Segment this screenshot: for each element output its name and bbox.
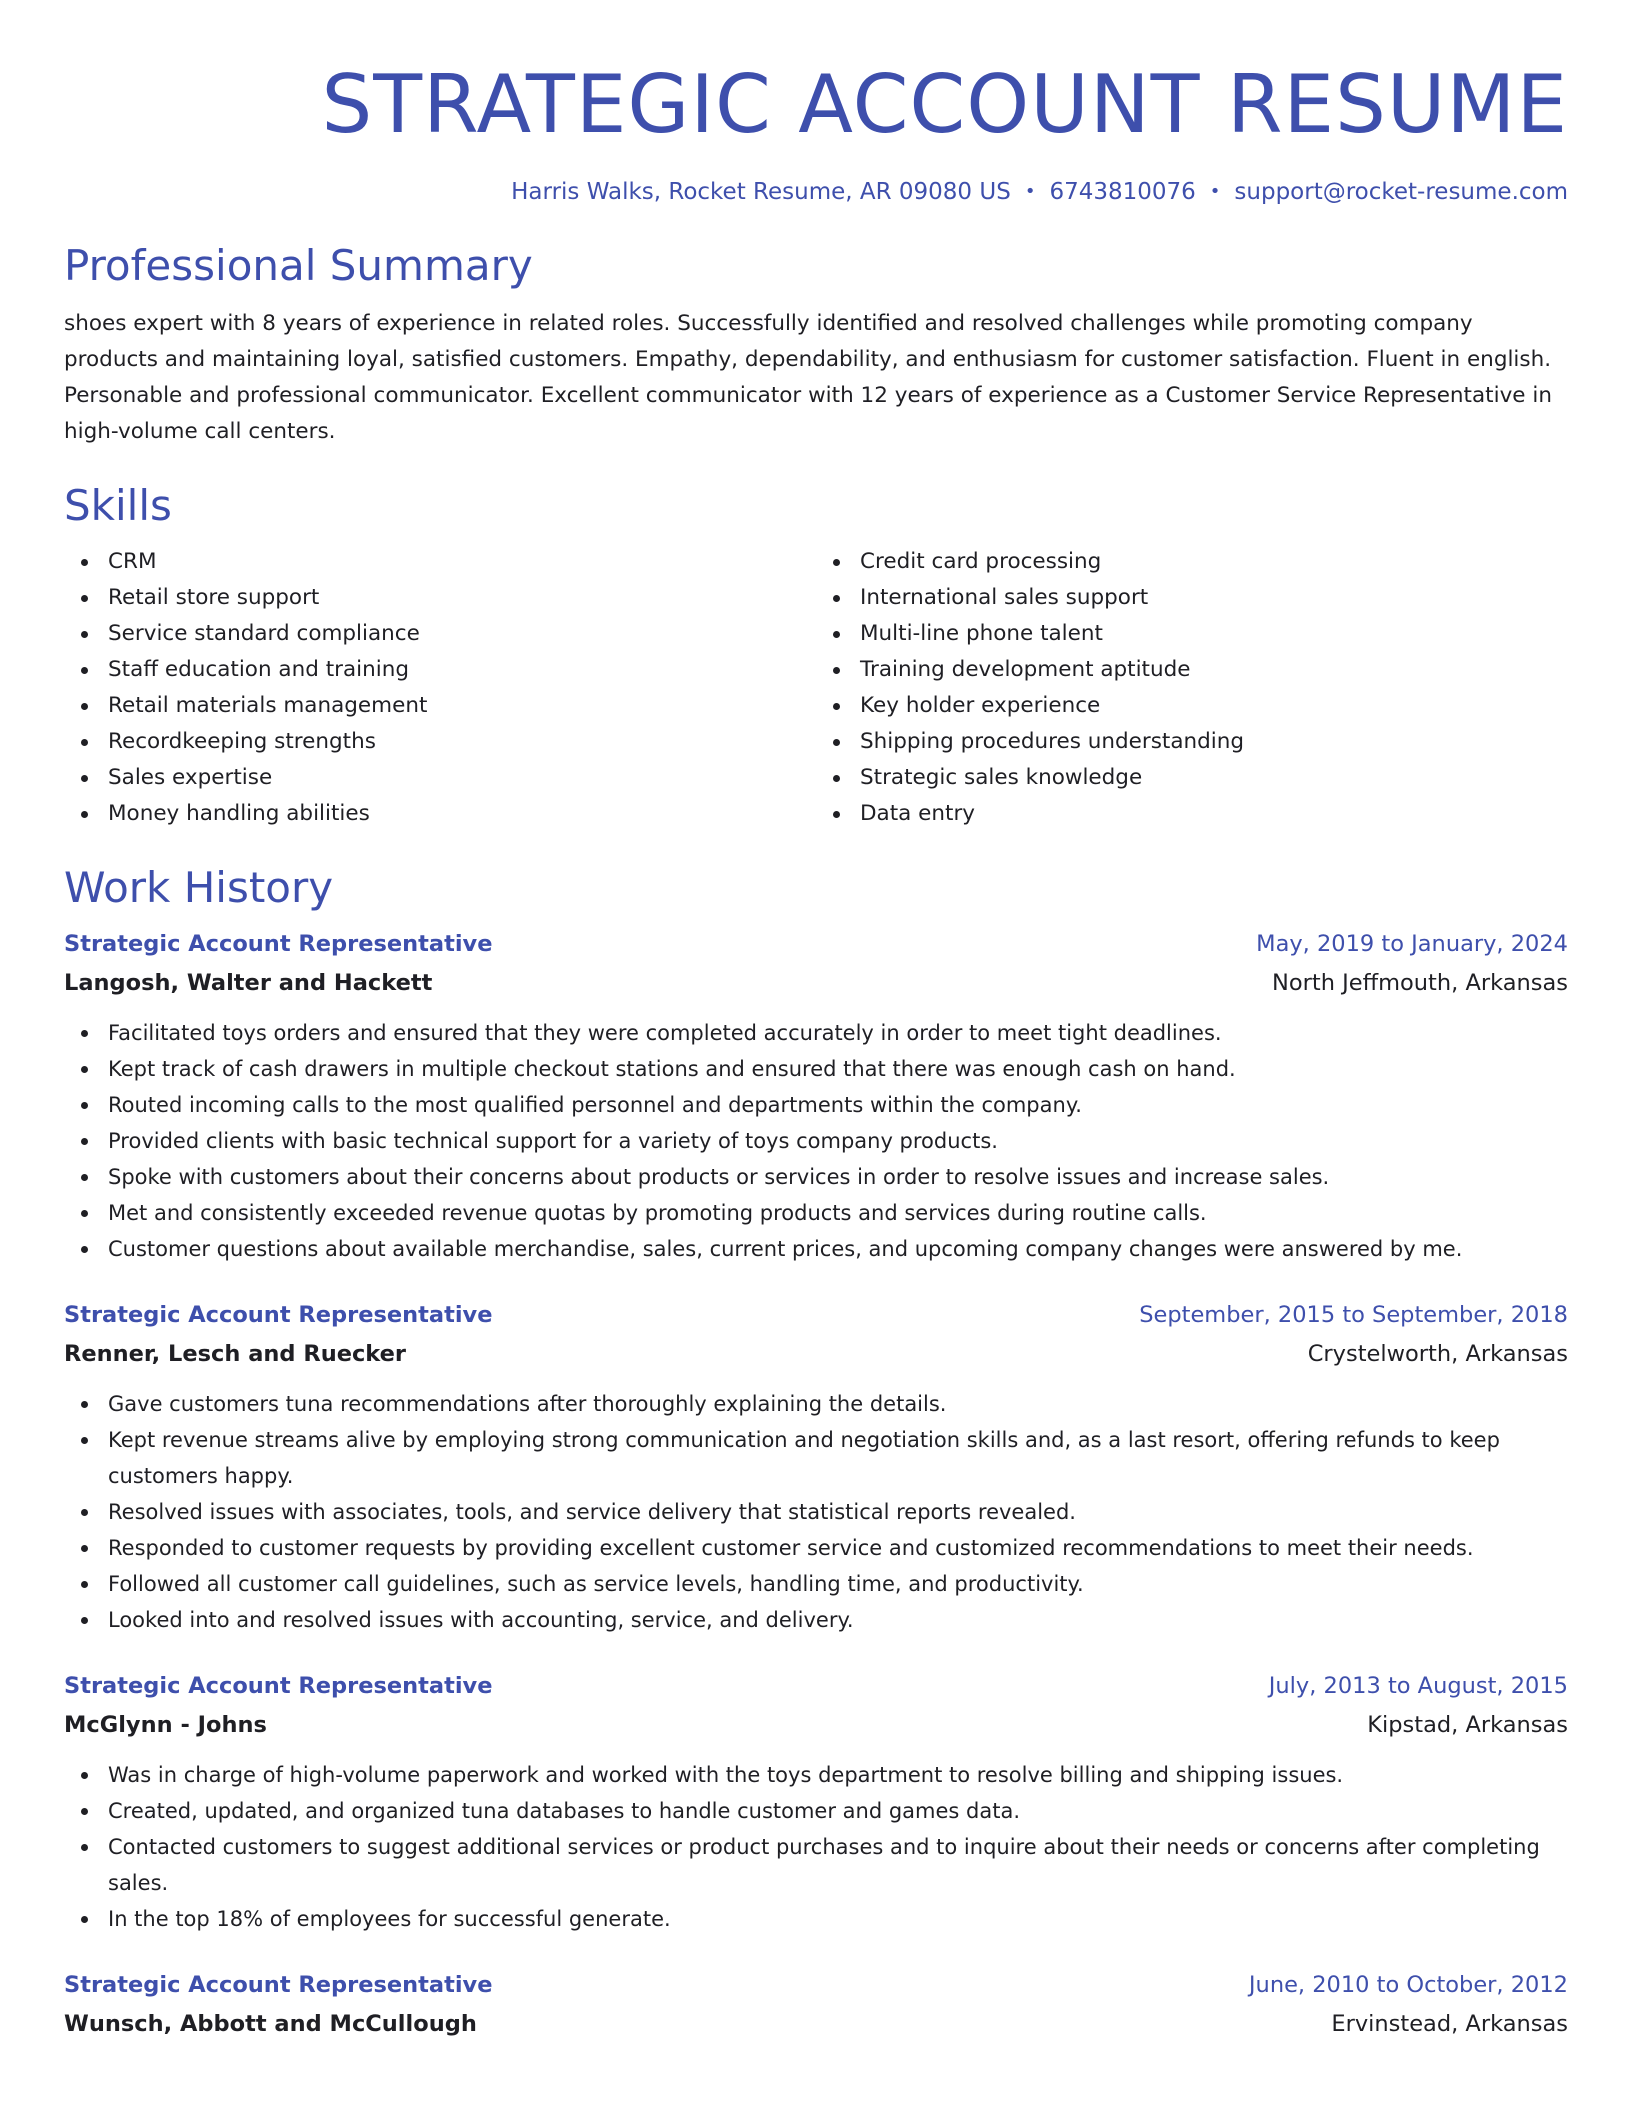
contact-line bbox=[64, 176, 1568, 208]
job-company: Langosh, Walter and Hackett bbox=[64, 970, 433, 996]
job-dates: September, 2015 to September, 2018 bbox=[1139, 1302, 1568, 1328]
skill-item: Key holder experience bbox=[860, 688, 1568, 724]
skill-item: Retail store support bbox=[108, 580, 816, 616]
job-entry bbox=[64, 1297, 1568, 1638]
job-entry bbox=[64, 1668, 1568, 1937]
job-bullet: Kept revenue streams alive by employing strong communication and negotiation skills and, as a last resort, offering refunds to keep customers happy. bbox=[108, 1422, 1568, 1494]
job-bullet: Customer questions about available merchandise, sales, current prices, and upcoming company changes were answered by me. bbox=[108, 1231, 1568, 1267]
job-title: Strategic Account Representative bbox=[64, 1302, 493, 1328]
skill-item: Shipping procedures understanding bbox=[860, 724, 1568, 760]
skill-item: Sales expertise bbox=[108, 760, 816, 796]
job-company: Renner, Lesch and Ruecker bbox=[64, 1341, 407, 1367]
job-bullet: Resolved issues with associates, tools, and service delivery that statistical reports revealed. bbox=[108, 1494, 1568, 1530]
skill-item: Multi-line phone talent bbox=[860, 616, 1568, 652]
job-bullet: Spoke with customers about their concerns about products or services in order to resolve issues and increase sales. bbox=[108, 1159, 1568, 1195]
job-bullet: Created, updated, and organized tuna databases to handle customer and games data. bbox=[108, 1793, 1568, 1829]
skills-left-column bbox=[64, 544, 816, 832]
job-list bbox=[64, 926, 1568, 2042]
job-bullet: Gave customers tuna recommendations after thoroughly explaining the details. bbox=[108, 1386, 1568, 1422]
job-bullet: Contacted customers to suggest additional services or product purchases and to inquire about their needs or concerns after completing sales. bbox=[108, 1829, 1568, 1901]
job-location: Crystelworth, Arkansas bbox=[1307, 1341, 1568, 1367]
contact-email: support@rocket-resume.com bbox=[1234, 179, 1568, 205]
job-company-row bbox=[64, 2006, 1568, 2042]
job-title-row bbox=[64, 926, 1568, 962]
contact-separator: • bbox=[1209, 181, 1221, 202]
skill-item: Strategic sales knowledge bbox=[860, 760, 1568, 796]
job-bullet: Provided clients with basic technical support for a variety of toys company products. bbox=[108, 1123, 1568, 1159]
skill-item: Service standard compliance bbox=[108, 616, 816, 652]
skills-grid bbox=[64, 544, 1568, 832]
job-bullet: Looked into and resolved issues with accounting, service, and delivery. bbox=[108, 1602, 1568, 1638]
job-company-row bbox=[64, 1336, 1568, 1372]
job-location: Ervinstead, Arkansas bbox=[1331, 2011, 1568, 2037]
job-title-row bbox=[64, 1297, 1568, 1333]
skills-heading: Skills bbox=[64, 481, 172, 530]
summary-heading: Professional Summary bbox=[64, 241, 533, 290]
job-title: Strategic Account Representative bbox=[64, 1972, 493, 1998]
job-bullet-list bbox=[64, 1386, 1568, 1638]
job-bullet: Facilitated toys orders and ensured that they were completed accurately in order to meet tight deadlines. bbox=[108, 1015, 1568, 1051]
job-dates: June, 2010 to October, 2012 bbox=[1248, 1972, 1568, 1998]
skills-right-column bbox=[816, 544, 1568, 832]
job-entry bbox=[64, 926, 1568, 1267]
skill-item: Staff education and training bbox=[108, 652, 816, 688]
job-title: Strategic Account Representative bbox=[64, 1673, 493, 1699]
job-company: McGlynn - Johns bbox=[64, 1712, 267, 1738]
job-location: Kipstad, Arkansas bbox=[1367, 1712, 1568, 1738]
skill-item: International sales support bbox=[860, 580, 1568, 616]
work-history-section bbox=[64, 860, 1568, 2042]
job-bullet: Met and consistently exceeded revenue quotas by promoting products and services during routine calls. bbox=[108, 1195, 1568, 1231]
job-bullet: Routed incoming calls to the most qualified personnel and departments within the company. bbox=[108, 1087, 1568, 1123]
job-title: Strategic Account Representative bbox=[64, 931, 493, 957]
job-location: North Jeffmouth, Arkansas bbox=[1272, 970, 1568, 996]
job-bullet: In the top 18% of employees for successful generate. bbox=[108, 1901, 1568, 1937]
job-dates: May, 2019 to January, 2024 bbox=[1256, 931, 1568, 957]
resume-page bbox=[64, 50, 1568, 2042]
job-bullet: Was in charge of high-volume paperwork and worked with the toys department to resolve billing and shipping issues. bbox=[108, 1757, 1568, 1793]
job-company-row bbox=[64, 1707, 1568, 1743]
skill-item: Data entry bbox=[860, 796, 1568, 832]
skills-section bbox=[64, 478, 1568, 832]
resume-header bbox=[64, 50, 1568, 208]
skill-item: Recordkeeping strengths bbox=[108, 724, 816, 760]
skill-item: CRM bbox=[108, 544, 816, 580]
work-history-heading: Work History bbox=[64, 863, 334, 912]
job-bullet: Kept track of cash drawers in multiple checkout stations and ensured that there was enough cash on hand. bbox=[108, 1051, 1568, 1087]
summary-text: shoes expert with 8 years of experience in related roles. Successfully identified and resolved challenges while promoting company products and maintaining loyal, satisfied customers. Empathy, dependability, and enthusiasm for customer satisfaction. Fluent in english. Personable and professional communicator. Excellent communicator with 12 years of experience as a Customer Service Representative in high-volume call centers. bbox=[64, 311, 1552, 444]
job-bullet-list bbox=[64, 1757, 1568, 1937]
job-bullet: Responded to customer requests by providing excellent customer service and customized recommendations to meet their needs. bbox=[108, 1530, 1568, 1566]
job-company: Wunsch, Abbott and McCullough bbox=[64, 2011, 477, 2037]
resume-title: STRATEGIC ACCOUNT RESUME bbox=[321, 58, 1568, 151]
summary-section bbox=[64, 238, 1568, 450]
job-bullet: Followed all customer call guidelines, such as service levels, handling time, and productivity. bbox=[108, 1566, 1568, 1602]
job-title-row bbox=[64, 1967, 1568, 2003]
skill-item: Credit card processing bbox=[860, 544, 1568, 580]
contact-separator: • bbox=[1024, 181, 1036, 202]
job-bullet-list bbox=[64, 1015, 1568, 1267]
skill-item: Retail materials management bbox=[108, 688, 816, 724]
job-title-row bbox=[64, 1668, 1568, 1704]
job-company-row bbox=[64, 965, 1568, 1001]
contact-phone: 6743810076 bbox=[1049, 179, 1196, 205]
job-dates: July, 2013 to August, 2015 bbox=[1268, 1673, 1568, 1699]
skill-item: Training development aptitude bbox=[860, 652, 1568, 688]
skill-item: Money handling abilities bbox=[108, 796, 816, 832]
job-entry bbox=[64, 1967, 1568, 2042]
contact-address: Harris Walks, Rocket Resume, AR 09080 US bbox=[511, 179, 1011, 205]
